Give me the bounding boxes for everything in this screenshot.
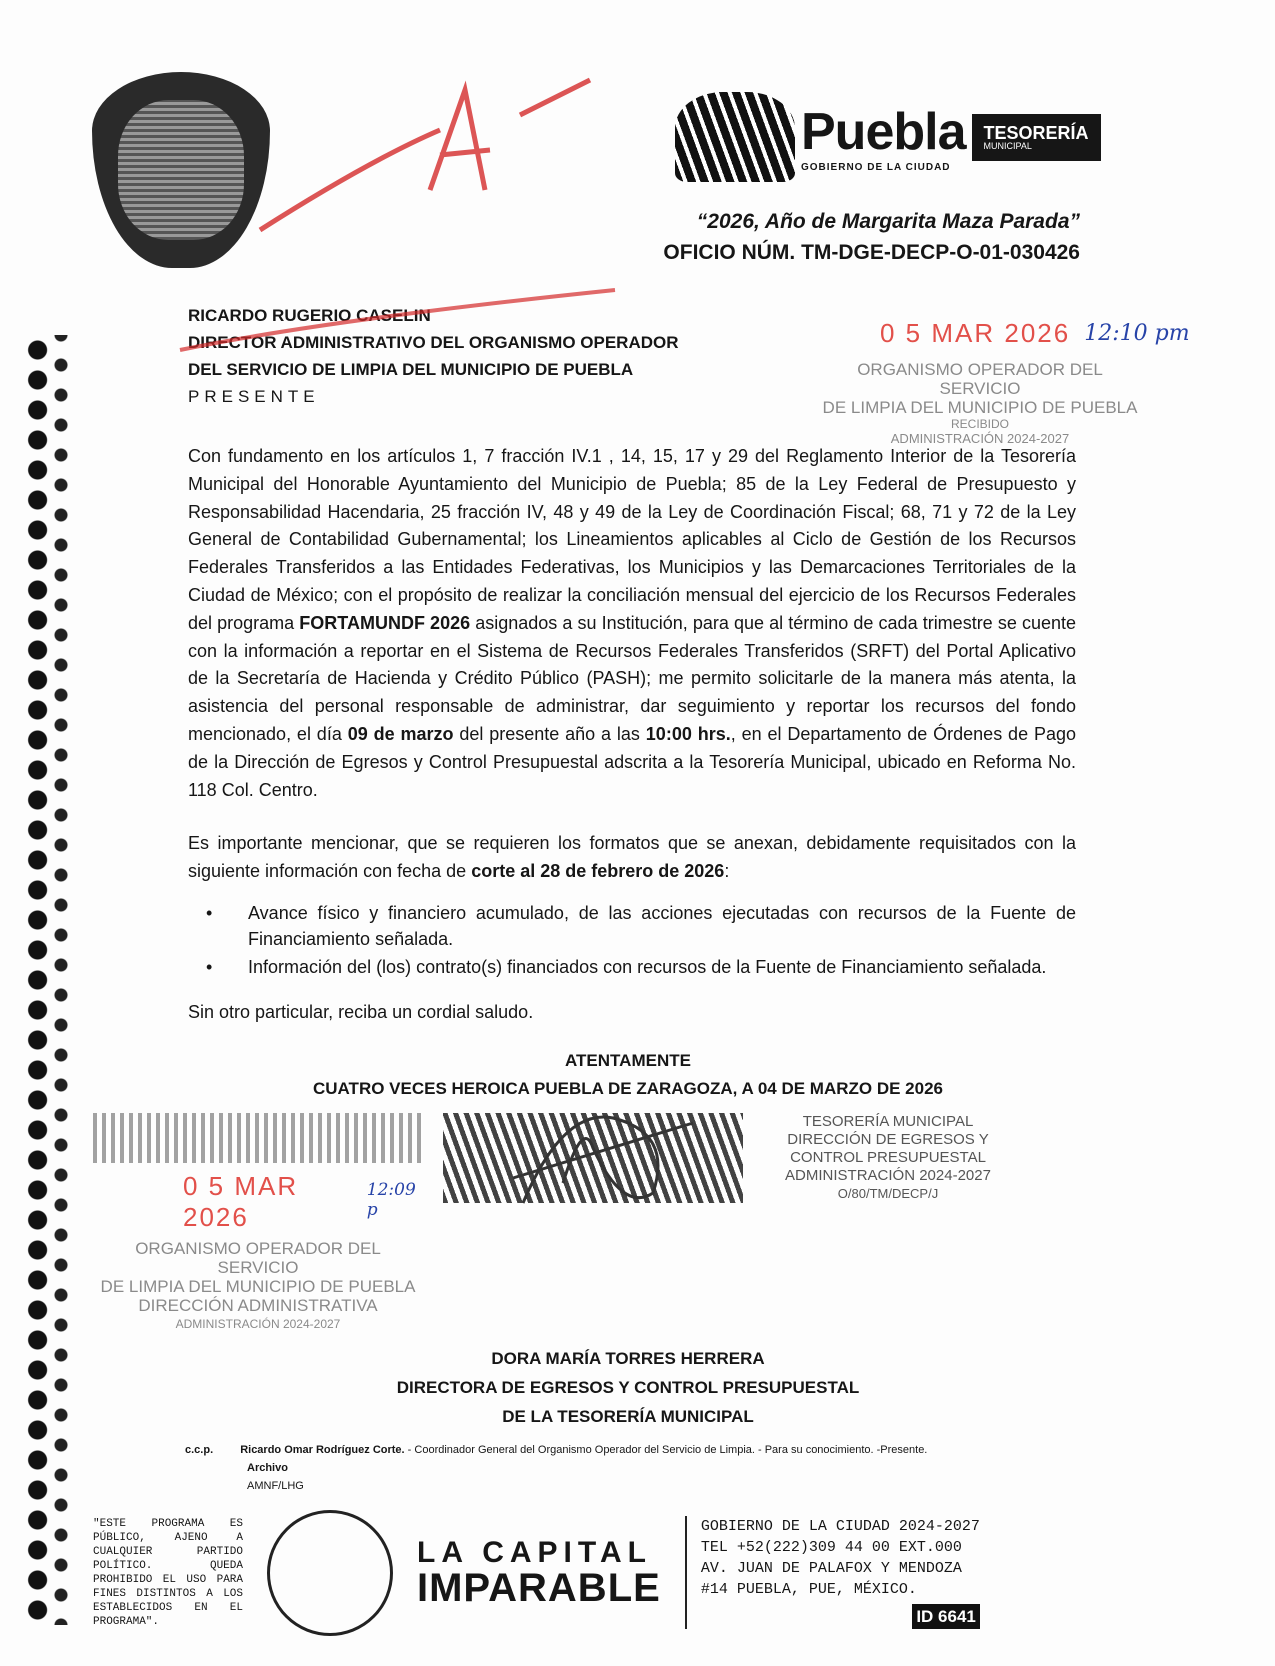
stamp-date: 0 5 MAR 2026: [183, 1170, 299, 1232]
stamp-line: DE LIMPIA DEL MUNICIPIO DE PUEBLA: [100, 1276, 416, 1296]
equality-seal-icon: [267, 1510, 393, 1636]
ccp-initials: AMNF/LHG: [247, 1479, 304, 1492]
recipient-name: RICARDO RUGERIO CASELIN: [188, 306, 431, 325]
stamp-line: DIRECCIÓN ADMINISTRATIVA: [138, 1295, 378, 1315]
contact-line: #14 PUEBLA, PUE, MÉXICO.: [700, 1581, 917, 1599]
logo-unit-name: TESORERÍA: [983, 122, 1089, 143]
document-id-badge: ID 6641: [912, 1604, 980, 1629]
ccp-archivo: Archivo: [247, 1461, 288, 1474]
seal-line: TESORERÍA MUNICIPAL: [802, 1112, 974, 1130]
atentamente: ATENTAMENTE: [565, 1050, 691, 1070]
stamp-line: ADMINISTRACIÓN 2024-2027: [890, 431, 1070, 446]
stamp-line: ORGANISMO OPERADOR DEL SERVICIO: [857, 360, 1103, 398]
year-motto: “2026, Año de Margarita Maza Parada”: [696, 210, 1080, 233]
received-stamp-bottom-text: [93, 1239, 423, 1334]
ccp-label: c.c.p.: [185, 1443, 214, 1456]
letter-content: [93, 0, 1076, 1666]
ccp-block: [185, 1443, 1076, 1494]
seal-line: O/80/TM/DECP/J: [837, 1185, 939, 1201]
presente: PRESENTE: [188, 387, 320, 406]
stamp-line: ADMINISTRACIÓN 2024-2027: [175, 1316, 341, 1331]
logo-subtitle: GOBIERNO DE LA CIUDAD: [801, 161, 951, 173]
contact-line: AV. JUAN DE PALAFOX Y MENDOZA: [700, 1560, 962, 1578]
stamp-line: DE LIMPIA DEL MUNICIPIO DE PUEBLA: [822, 398, 1138, 417]
seal-line: CONTROL PRESUPUESTAL: [790, 1148, 986, 1166]
body-paragraph-1: Con fundamento en los artículos 1, 7 fracción IV.1 , 14, 15, 17 y 29 del Reglamento Interior de la Tesorería Municipal del Honorable Ayuntamiento del Municipio de Puebla; 85 de la Ley Federal de Presupuesto y Responsabilidad Hacendaria, 25 fracción IV, 48 y 49 de la Ley de Coordinación Fiscal; 68, 71 y 72 de la Ley General de Contabilidad Gubernamental; los Lineamientos aplicables al Ciclo de Gestión de los Recursos Federales Transferidos a las Entidades Federativas, los Municipios y las Demarcaciones Territoriales de la Ciudad de México; con el propósito de realizar la conciliación mensual del ejercicio de los Recursos Federales del programa FORTAMUNDF 2026 asignados a su Institución, para que al término de cada trimestre se cuente con la información a reportar en el Sistema de Recursos Federales Transferidos (SRFT) del Portal Aplicativo de la Secretaría de Hacienda y Crédito Público (PASH); me permito solicitarle de la manera más atenta, la asistencia del personal responsable de administrar, dar seguimiento y reportar los recursos del fondo mencionado, el día 09 de marzo del presente año a las 10:00 hrs., en el Departamento de Órdenes de Pago de la Dirección de Egresos y Control Presupuestal adscrita a la Tesorería Municipal, ubicado en Reforma No. 118 Col. Centro.: [188, 446, 1076, 800]
signatory-title: DIRECTORA DE EGRESOS Y CONTROL PRESUPUESTAL: [396, 1377, 860, 1397]
list-item: • Avance físico y financiero acumulado, de las acciones ejecutadas con recursos de la Fuente de Financiamiento señalada.: [230, 900, 1076, 952]
stamp-line: RECIBIDO: [950, 417, 1009, 431]
body-paragraph-2: Es importante mencionar, que se requieren los formatos que se anexan, debidamente requisitados con la siguiente información con fecha de corte al 28 de febrero de 2026:: [188, 833, 1076, 882]
decorative-border: [22, 335, 74, 1625]
capital-line: IMPARABLE: [417, 1565, 661, 1610]
requirements-list: [230, 900, 1076, 980]
handwritten-signature: [503, 1103, 703, 1213]
contact-line: TEL +52(222)309 44 00 EXT.000: [700, 1539, 962, 1557]
puebla-stamp-faded: [93, 1113, 423, 1163]
signatory-name: DORA MARÍA TORRES HERRERA: [491, 1348, 765, 1368]
closing-line: Sin otro particular, reciba un cordial saludo.: [188, 1001, 534, 1022]
contact-block: [685, 1516, 980, 1629]
stamp-line: ORGANISMO OPERADOR DEL SERVICIO: [135, 1238, 381, 1277]
signatory-block: [128, 1344, 1128, 1431]
ccp-text: - Coordinador General del Organismo Operador del Servicio de Limpia. - Para su conocimiento. -Presente.: [404, 1443, 928, 1456]
tesoreria-seal-text: [763, 1113, 1013, 1203]
recipient-title: DIRECTOR ADMINISTRATIVO DEL ORGANISMO OPERADOR: [188, 333, 679, 352]
seal-line: ADMINISTRACIÓN 2024-2027: [785, 1166, 991, 1184]
oficio-number: OFICIO NÚM. TM-DGE-DECP-O-01-030426: [663, 241, 1080, 264]
capital-line: LA CAPITAL: [417, 1535, 652, 1569]
footer: [93, 1510, 1076, 1666]
received-stamp-bottom: [93, 1113, 423, 1334]
list-item: • Información del (los) contrato(s) financiados con recursos de la Fuente de Financiamiento señalada.: [230, 954, 1076, 980]
program-legend: "ESTE PROGRAMA ES PÚBLICO, AJENO A CUALQUIER PARTIDO POLÍTICO. QUEDA PROHIBIDO EL USO PARA FINES DISTINTOS A LOS ESTABLECIDOS EN EL PROGRAMA".: [93, 1517, 243, 1628]
seal-line: DIRECCIÓN DE EGRESOS Y: [787, 1130, 989, 1148]
recipient-title-2: DEL SERVICIO DE LIMPIA DEL MUNICIPIO DE PUEBLA: [188, 360, 634, 379]
signatory-title-2: DE LA TESORERÍA MUNICIPAL: [502, 1406, 754, 1426]
city-date: CUATRO VECES HEROICA PUEBLA DE ZARAGOZA, A 04 DE MARZO DE 2026: [312, 1078, 944, 1098]
logo-brand: Puebla: [801, 102, 966, 161]
contact-line: GOBIERNO DE LA CIUDAD 2024-2027: [700, 1518, 980, 1536]
logo-unit-sub: MUNICIPAL: [983, 140, 1032, 151]
handwritten-time: 12:09 p: [366, 1179, 416, 1220]
la-capital-imparable-logo: [417, 1535, 661, 1610]
signature-area: [93, 1113, 1076, 1334]
stamp-date: 0 5 MAR 2026: [880, 318, 1071, 348]
tesoreria-signature-logo: [443, 1113, 743, 1203]
ccp-name: Ricardo Omar Rodríguez Corte.: [240, 1443, 405, 1456]
handwritten-time: 12:10 pm: [1084, 321, 1190, 346]
